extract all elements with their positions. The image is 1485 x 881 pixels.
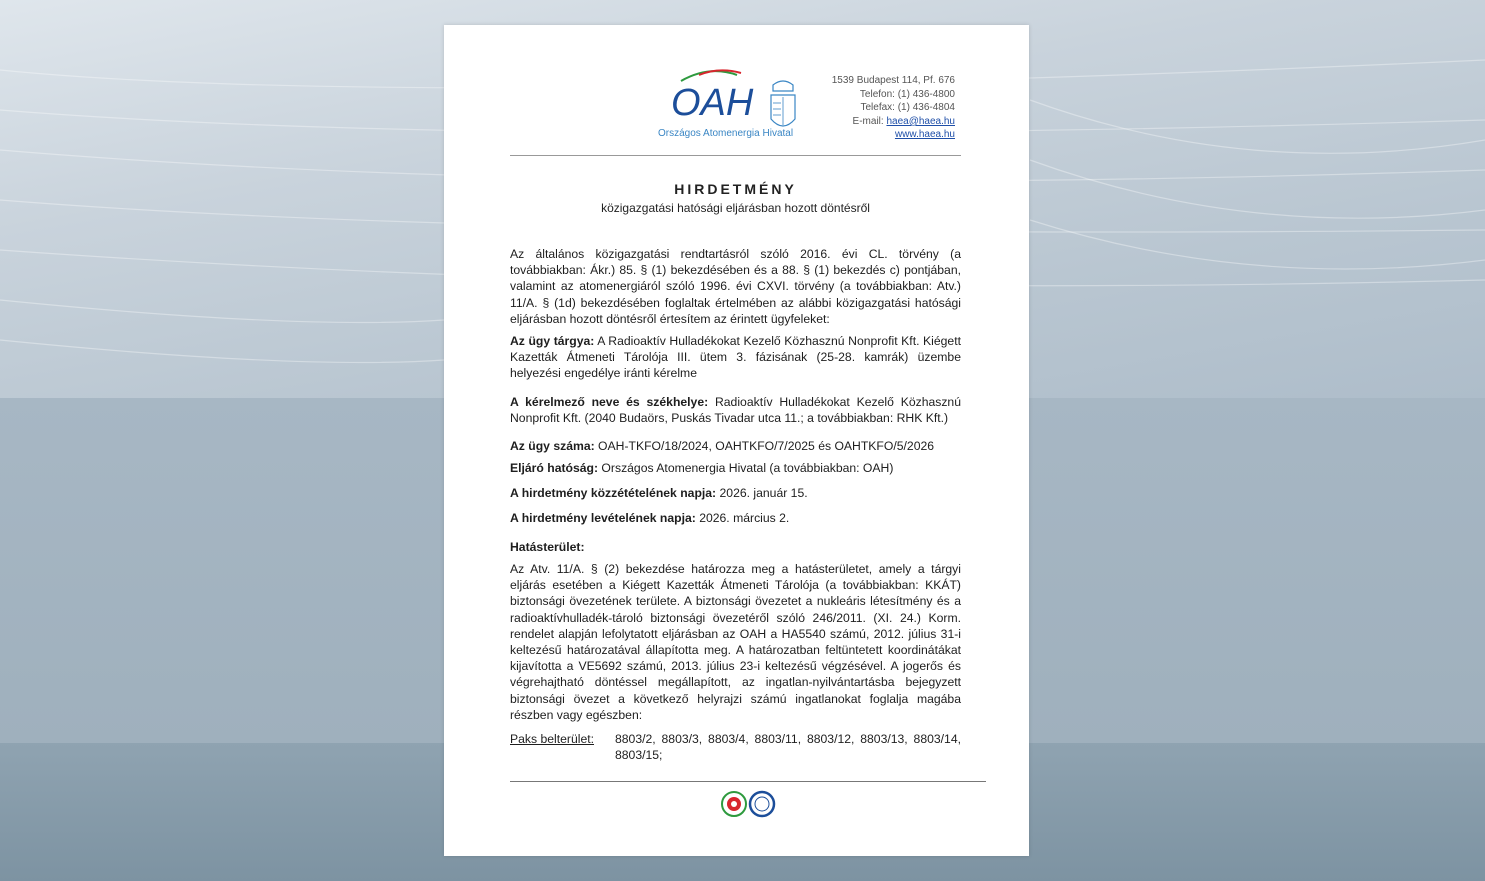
case-number-text: OAH-TKFO/18/2024, OAHTKFO/7/2025 és OAHTKFO/5/2026: [594, 439, 935, 453]
subject-text: A Radioaktív Hulladékokat Kezelő Közhasznú Nonprofit Kft. Kiégett Kazetták Átmeneti Tárolója III. ütem 3. fázisának (25-28. kamrák) üzembe helyezési engedélye iránti kérelme: [510, 334, 961, 381]
area-paragraph: Az Atv. 11/A. § (2) bekezdése határozza meg a hatásterületet, amely a tárgyi eljárás esetében a Kiégett Kazetták Átmeneti Tárolója (a továbbiakban: KKÁT) biztonsági övezetének területe. A biztonsági övezetet a nukleáris létesítmény és a radioaktívhulladék-tároló biztonsági övezetéről szóló 246/2011. (XI. 24.) Korm. rendelet alapján lefolytatott eljárásban az OAH a HA5540 számú, 2012. július 31-i keltezésű határozatával állapította meg. A határozatban feltüntetett koordinátákat kijavította a VE5692 számú, 2013. július 23-i keltezésű végzésével. A jogerős és végrehajtható döntéssel megállapított, az ingatlan-nyilvántartásba bejegyzett biztonsági övezet a következő helyrajzi számú ingatlanokat foglalja magába részben vagy egészben:: [510, 562, 961, 722]
authority-text: Országos Atomenergia Hivatal (a továbbiakban: OAH): [598, 461, 894, 475]
applicant-text: Radioaktív Hulladékokat Kezelő Közhasznú Nonprofit Kft. (2040 Budaörs, Puskás Tivadar utca 11.; a továbbiakban: RHK Kft.): [510, 395, 961, 426]
removed-text: 2026. március 2.: [695, 511, 790, 525]
case-number-line: [510, 438, 961, 454]
authority-label: Eljáró hatóság:: [510, 461, 599, 475]
applicant-label: A kérelmező neve és székhelye:: [510, 395, 709, 409]
phone-line: Telefon: (1) 436-4800: [859, 88, 955, 100]
document-subtitle: közigazgatási hatósági eljárásban hozott döntésről: [601, 201, 870, 215]
website-link[interactable]: www.haea.hu: [894, 129, 955, 141]
paks-label: Paks belterület:: [510, 732, 595, 746]
published-date-line: [510, 485, 961, 501]
fax-line: Telefax: (1) 436-4804: [860, 102, 955, 114]
email-line: [755, 115, 955, 129]
document-title: HIRDETMÉNY: [674, 181, 797, 197]
header-divider: [510, 155, 961, 156]
paks-parcel-list: 8803/2, 8803/3, 8803/4, 8803/11, 8803/12, 8803/13, 8803/14, 8803/15;: [615, 732, 961, 763]
document-page: [444, 25, 1029, 856]
website-line: [755, 128, 955, 142]
case-number-label: Az ügy száma:: [510, 439, 595, 453]
email-label: E-mail:: [852, 115, 884, 127]
email-link[interactable]: haea@haea.hu: [886, 115, 955, 127]
subject-label: Az ügy tárgya:: [510, 334, 595, 348]
address-line: 1539 Budapest 114, Pf. 676: [831, 75, 955, 86]
removed-date-line: [510, 510, 961, 526]
authority-line: [510, 460, 961, 476]
applicant-paragraph: [510, 394, 961, 426]
certification-seals-icon: [720, 789, 780, 831]
subject-paragraph: [510, 333, 961, 382]
footer-divider: [510, 781, 986, 782]
area-heading: Hatásterület:: [510, 540, 585, 554]
removed-label: A hirdetmény levételének napja:: [510, 511, 696, 525]
agency-name: Országos Atomenergia Hivatal: [658, 128, 794, 139]
published-text: 2026. január 15.: [716, 486, 808, 500]
oah-logo-text: OAH: [671, 82, 754, 124]
published-label: A hirdetmény közzétételének napja:: [510, 486, 717, 500]
contact-block: [755, 74, 955, 142]
intro-paragraph: Az általános közigazgatási rendtartásról szóló 2016. évi CL. törvény (a továbbiakban: Ákr.) 85. § (1) bekezdésében és a 88. § (1) bekezdés c) pontjában, valamint az atomenergiáról szóló 1996. évi CXVI. törvény (a továbbiakban: Atv.) 11/A. § (1d) bekezdésében foglaltak értelmében az alábbi közigazgatási hatósági eljárásban hozott döntésről értesítem az érintett ügyfeleket:: [510, 247, 961, 326]
